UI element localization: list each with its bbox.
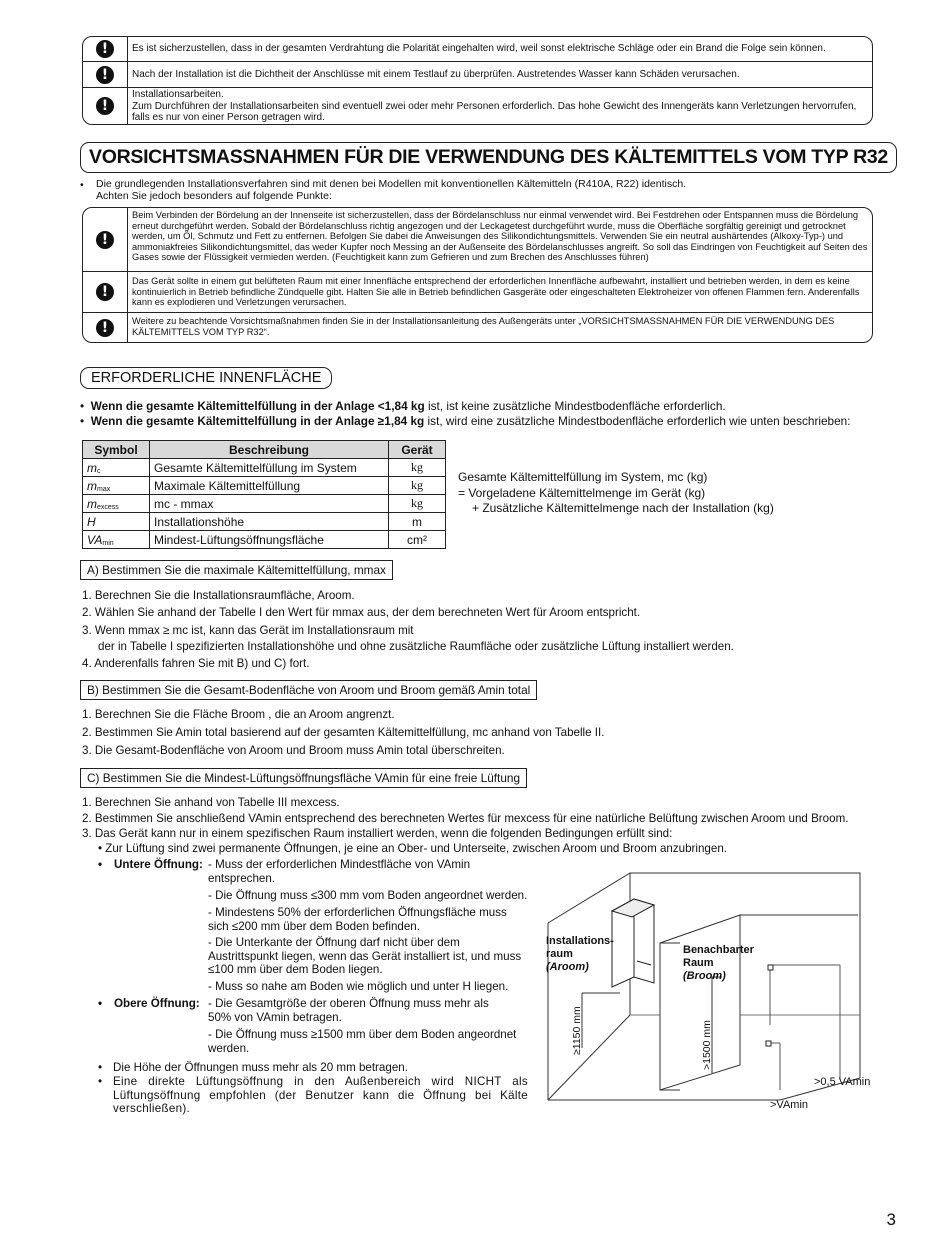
lower-opening-item: - Muss so nahe am Boden wie möglich und unter H liegen. (208, 980, 509, 993)
step-c-heading: C) Bestimmen Sie die Mindest-Lüftungsöffnungsfläche VAmin für eine freie Lüftung (80, 768, 527, 788)
warning-row (83, 272, 872, 313)
warning-row (83, 37, 872, 62)
final-bullet: Die Höhe der Öffnungen muss mehr als 20 mm betragen. (113, 1061, 408, 1074)
final-bullet-dot: • (98, 1061, 103, 1074)
room-a-label: Installations- raum (Aroom) (546, 935, 614, 973)
condition-bullet: • Wenn die gesamte Kältemittelfüllung in der Anlage ≥1,84 kg ist, wird eine zusätzliche Mindestbodenfläche erforderlich wie unten beschrieben: (80, 414, 851, 428)
warning-row (83, 313, 872, 342)
table-header: Gerät (389, 441, 446, 459)
final-bullet-dot: • (98, 1075, 103, 1088)
step-c-item: • Zur Lüftung sind zwei permanente Öffnungen, je eine an Ober- und Unterseite, zwischen Aroom und Broom anzubringen. (98, 842, 727, 855)
upper-opening-item: - Die Gesamtgröße der oberen Öffnung muss mehr als 50% von VAmin betragen. (208, 997, 489, 1024)
symbol-table (82, 440, 446, 549)
intro-text-2: Achten Sie jedoch besonders auf folgende Punkte: (96, 190, 332, 202)
warning-text: Weitere zu beachtende Vorsichtsmaßnahmen finden Sie in der Installationsanleitung des Außengeräts unter „VORSICHTSMASSNAHMEN FÜR DIE VERWENDUNG DES KÄLTEMITTELS VOM TYP R32“. (132, 316, 835, 337)
warning-row (83, 208, 872, 272)
step-b-heading: B) Bestimmen Sie die Gesamt-Bodenfläche von Aroom und Broom gemäß Amin total (80, 680, 537, 700)
lower-opening-item: - Muss der erforderlichen Mindestfläche von VAmin entsprechen. (208, 858, 471, 885)
lower-opening-icon (766, 1041, 771, 1046)
r32-warning-box (82, 207, 873, 343)
final-bullet: Eine direkte Lüftungsöffnung in den Außenbereich wird NICHT als Lüftungsöffnung empfohlen (der Benutzer kann die Öffnung bei Kälte verschließen). (113, 1075, 528, 1115)
table-row: $m_{max}$ Maximale Kältemittelfüllung kg (83, 477, 446, 495)
step-a-heading: A) Bestimmen Sie die maximale Kältemittelfüllung, mmax (80, 560, 393, 580)
lower-vent-label: >VAmin (770, 1099, 809, 1111)
step-c-item: 1. Berechnen Sie anhand von Tabelle III mexcess. (82, 796, 340, 809)
lower-opening-bullet: • (98, 858, 109, 871)
step-a-item: 3. Wenn mmax ≥ mc ist, kann das Gerät im Installationsraum mit (82, 624, 414, 637)
top-warning-box (82, 36, 873, 125)
condition-bullet: • Wenn die gesamte Kältemittelfüllung in der Anlage <1,84 kg ist, ist keine zusätzliche Mindestbodenfläche erforderlich. (80, 399, 726, 413)
warning-icon: ! (96, 283, 114, 301)
page-number: 3 (886, 1210, 896, 1229)
step-a-item: 4. Anderenfalls fahren Sie mit B) und C) fort. (82, 657, 310, 670)
table-row: H Installationshöhe m (83, 513, 446, 531)
warning-text: Das Gerät sollte in einem gut belüfteten Raum mit einer Innenfläche entsprechend der erforderlichen Innenfläche aufbewahrt, installiert und betrieben werden, in dem es keine kontinuierlich in Betrieb befindliche Zündquelle gibt. Halten Sie alle in Betrieb befindlichen Gasgeräte oder eingeschalteten Elektroheizer von offenen Flammen fern. Anderenfalls kann es explodieren und Verletzungen verursachen. (132, 276, 860, 308)
upper-opening-label: Obere Öffnung: (114, 997, 200, 1010)
upper-opening-item: - Die Öffnung muss ≥1500 mm über dem Boden angeordnet werden. (208, 1028, 517, 1055)
step-c-item: 3. Das Gerät kann nur in einem spezifischen Raum installiert werden, wenn die folgenden Bedingungen erfüllt sind: (82, 827, 673, 840)
upper-opening-bullet: • (98, 997, 109, 1010)
page-title: VORSICHTSMASSNAHMEN FÜR DIE VERWENDUNG DES KÄLTEMITTELS VOM TYP R32 (80, 142, 897, 173)
warning-icon: ! (96, 97, 114, 115)
table-row: $m_c$ Gesamte Kältemittelfüllung im System kg (83, 459, 446, 477)
step-a-item: 1. Berechnen Sie die Installationsraumfläche, Aroom. (82, 589, 355, 602)
warning-icon: ! (96, 319, 114, 337)
dim-b-label: >1500 mm (701, 1020, 713, 1070)
step-b-item: 1. Berechnen Sie die Fläche Broom , die an Aroom angrenzt. (82, 708, 395, 721)
warning-row (83, 88, 872, 124)
formula-line: + Zusätzliche Kältemittelmenge nach der Installation (kg) (472, 501, 774, 515)
step-c-item: 2. Bestimmen Sie anschließend VAmin entsprechend des berechneten Wertes für mexcess für eine natürliche Belüftung zwischen Aroom und Broom. (82, 812, 849, 825)
step-a-item: der in Tabelle I spezifizierten Installationshöhe und ohne zusätzliche Raumfläche oder zusätzliche Lüftung installiert werden. (98, 640, 734, 653)
table-row: $VA_{min}$ Mindest-Lüftungsöffnungsfläche cm² (83, 531, 446, 549)
lower-opening-item: - Mindestens 50% der erforderlichen Öffnungsfläche muss sich ≤200 mm über dem Boden befinden. (208, 906, 507, 933)
upper-opening-icon (768, 965, 773, 970)
upper-vent-label: >0,5 VAmin (814, 1076, 871, 1088)
formula-line: = Vorgeladene Kältemittelmenge im Gerät (kg) (458, 486, 706, 500)
indoor-unit-icon (612, 899, 654, 987)
lower-opening-item: - Die Öffnung muss ≤300 mm vom Boden angeordnet werden. (208, 889, 528, 902)
lower-opening-item: - Die Unterkante der Öffnung darf nicht über dem Austrittspunkt liegen, wenn das Gerät installiert ist, und muss ≤100 mm über dem Boden liegen. (208, 936, 522, 976)
table-header: Symbol (83, 441, 150, 459)
room-b-label: Benachbarter Raum (Broom) (683, 944, 754, 982)
warning-row (83, 62, 872, 88)
warning-text: Beim Verbinden der Bördelung an der Innenseite ist sicherzustellen, dass der Bördelanschluss nur einmal verwendet wird. Bei Festdrehen oder Entspannen muss die Bördelung erneut durchgeführt werden. Sobald der Bördelanschluss richtig angezogen und der Leckagetest durchgeführt wurde, muss die Oberfläche sorgfältig gereinigt und getrocknet werden, um Öl, Schmutz und Fett zu entfernen. Befolgen Sie dabei die Anweisungen des Silikondichtungsmittels. Verwenden Sie ein neutral aushärtendes (Alkoxy-Typ-) und ammoniakfreies Silikondichtungsmittel, das weder Kupfer noch Messing an der Außenseite des Bördelanschlusses angreift. So soll das Eindringen von Feuchtigkeit auf Seiten des Gases sowie der Flüssigkeit vermieden werden. (Feuchtigkeit kann zum Gefrieren und zum Brechen des Anschlusses führen) (132, 210, 868, 263)
lower-opening-label: Untere Öffnung: (114, 858, 203, 871)
warning-text: Es ist sicherzustellen, dass in der gesamten Verdrahtung die Polarität eingehalten wird, weil sonst elektrische Schläge oder ein Brand die Folge sein können. (132, 43, 826, 54)
formula-line: Gesamte Kältemittelfüllung im System, mc (kg) (458, 470, 708, 484)
warning-icon: ! (96, 231, 114, 249)
step-b-item: 3. Die Gesamt-Bodenfläche von Aroom und Broom muss Amin total überschreiten. (82, 744, 505, 757)
table-row: $m_{excess}$ mc - mmax kg (83, 495, 446, 513)
warning-text: Nach der Installation ist die Dichtheit der Anschlüsse mit einem Testlauf zu überprüfen. Austretendes Wasser kann Schäden verursachen. (132, 69, 740, 80)
warning-icon: ! (96, 66, 114, 84)
section-heading: ERFORDERLICHE INNENFLÄCHE (80, 367, 332, 389)
table-header: Beschreibung (150, 441, 389, 459)
dim-a-label: ≥1150 mm (571, 1006, 583, 1055)
step-b-item: 2. Bestimmen Sie Amin total basierend auf der gesamten Kältemittelfüllung, mc anhand von Tabelle II. (82, 726, 605, 739)
intro-text: Die grundlegenden Installationsverfahren sind mit denen bei Modellen mit konventionellen Kältemitteln (R410A, R22) identisch. (96, 178, 687, 190)
intro-bullet-dot: • (80, 179, 84, 191)
step-a-item: 2. Wählen Sie anhand der Tabelle I den Wert für mmax aus, der dem berechneten Wert für Aroom entspricht. (82, 606, 641, 619)
warning-icon: ! (96, 40, 114, 58)
warning-text: Installationsarbeiten. Zum Durchführen der Installationsarbeiten sind eventuell zwei oder mehr Personen erforderlich. Das hohe Gewicht des Innengeräts kann Verletzungen hervorrufen, falls es nur von einer Person getragen wird. (132, 89, 857, 124)
